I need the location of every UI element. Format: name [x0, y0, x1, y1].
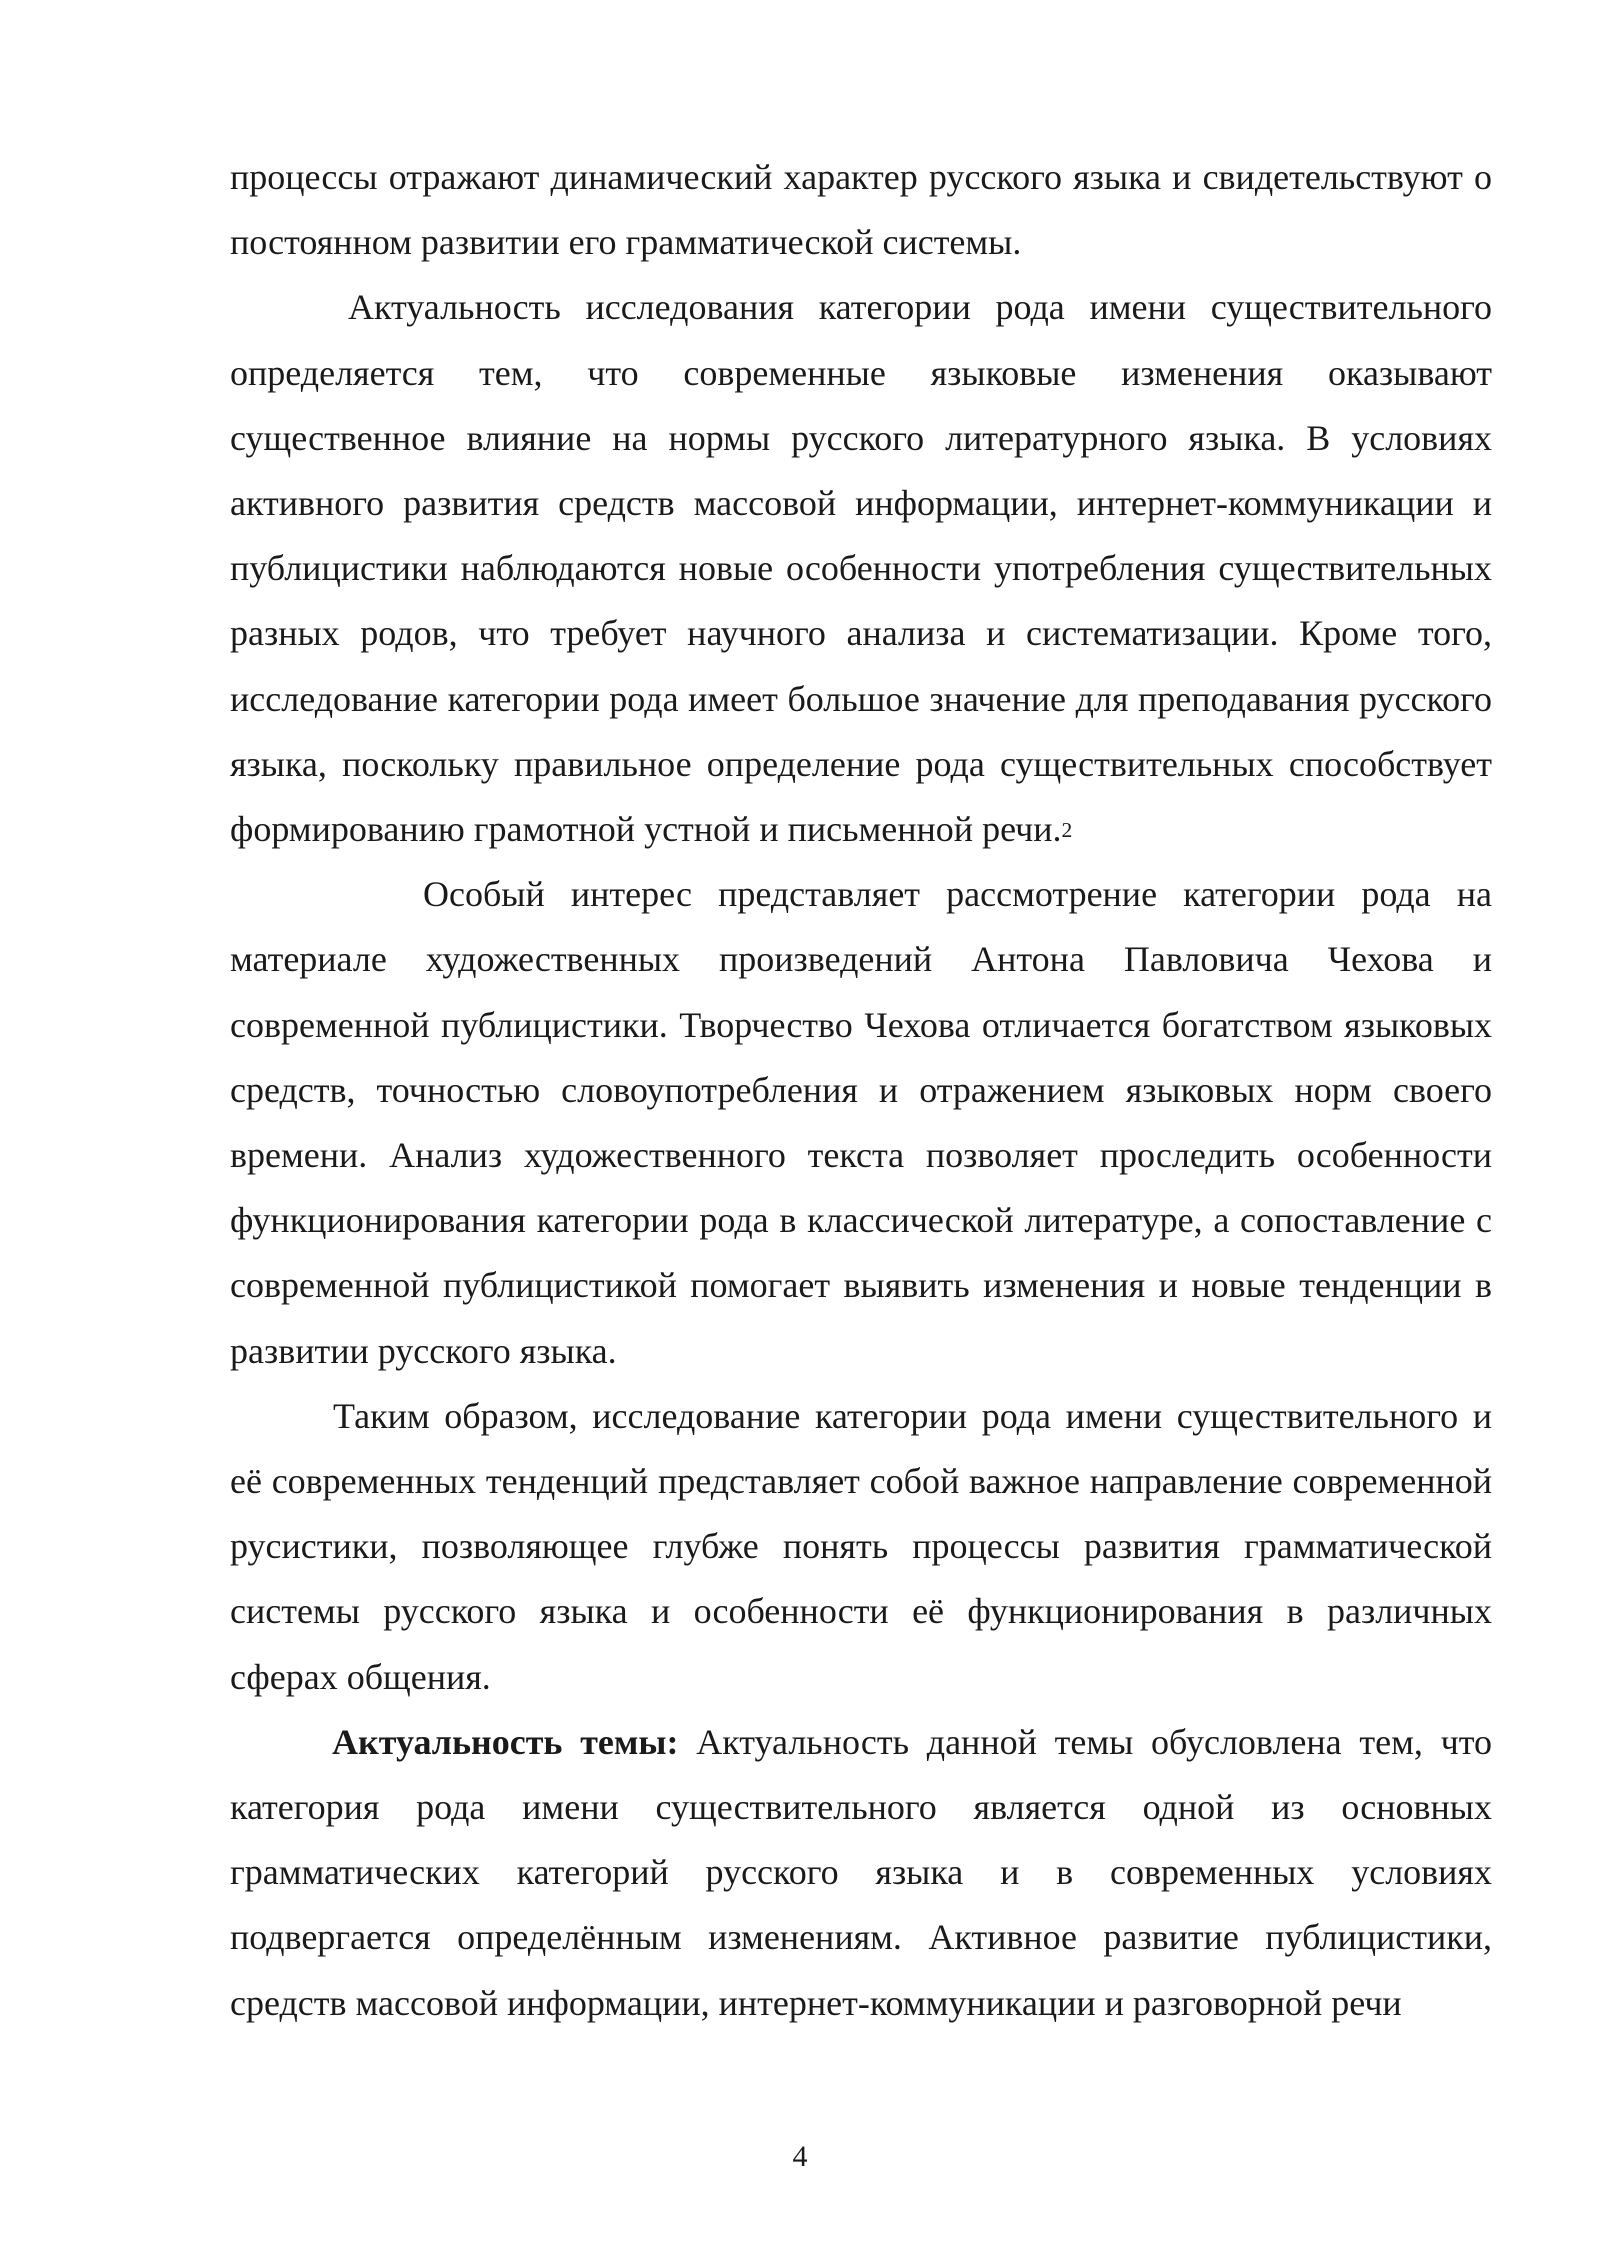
paragraph-text: процессы отражают динамический характер русского языка и свидетельствуют о постоянном развитии его грамматической системы.: [230, 157, 1492, 263]
paragraph-topic-relevance: [230, 1710, 1492, 2036]
paragraph-text: Особый интерес представляет рассмотрение категории рода на материале художественных произведений Антона Павловича Чехова и современной публицистики. Творчество Чехова отличается богатством языковых средств, точностью словоупотребления и отражением языковых норм своего времени. Анализ художественного текста позволяет проследить особенности функционирования категории рода в классической литературе, а сопоставление с современной публицистикой помогает выявить изменения и новые тенденции в развитии русского языка.: [230, 874, 1492, 1371]
page-number: 4: [792, 2140, 808, 2173]
paragraph-relevance-research: [230, 275, 1492, 862]
paragraph-chekhov: [230, 862, 1492, 1384]
paragraph-text: Таким образом, исследование категории рода имени существительного и её современных тенденций представляет собой важное направление современной русистики, позволяющее глубже понять процессы развития грамматической системы русского языка и особенности её функционирования в различных сферах общения.: [230, 1395, 1492, 1697]
paragraph-text: Актуальность данной темы обусловлена тем, что категория рода имени существительного является одной из основных грамматических категорий русского языка и в современных условиях подвергается определённым изменениям. Активное развитие публицистики, средств массовой информации, интернет-коммуникации и разговорной речи: [230, 1721, 1492, 2023]
body-text: [230, 145, 1492, 2036]
paragraph-conclusion: [230, 1384, 1492, 1710]
paragraph-text: Актуальность исследования категории рода имени существительного определяется тем, что современные языковые изменения оказывают существенное влияние на нормы русского литературного языка. В условиях активного развития средств массовой информации, интернет-коммуникации и публицистики наблюдаются новые особенности употребления существительных разных родов, что требует научного анализа и систематизации. Кроме того, исследование категории рода имеет большое значение для преподавания русского языка, поскольку правильное определение рода существительных способствует формированию грамотной устной и письменной речи.: [230, 287, 1492, 850]
paragraph-heading: Актуальность темы:: [332, 1721, 679, 1762]
paragraph-continuation: [230, 145, 1492, 275]
footnote-marker[interactable]: 2: [1061, 817, 1073, 842]
